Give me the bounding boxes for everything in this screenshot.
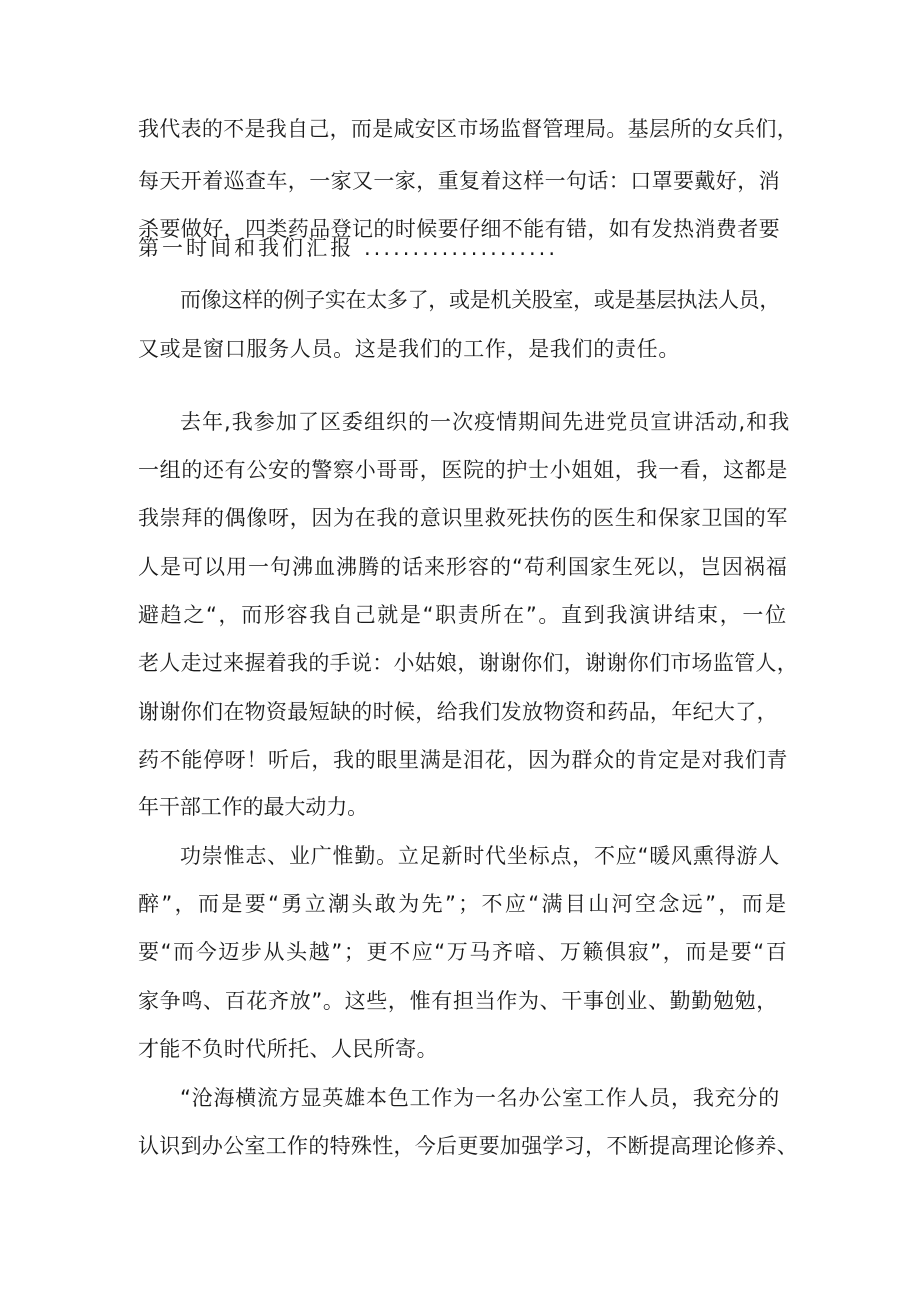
text-line: 我代表的不是我自己，而是咸安区市场监督管理局。基层所的女兵们，	[138, 117, 798, 141]
text-line: 醉”，而是要“勇立潮头敢为先”；不应“满目山河空念远”，而是	[138, 892, 789, 916]
text-line: 人是可以用一句沸血沸腾的话来形容的“苟利国家生死以，岂因祸福	[138, 555, 788, 579]
text-line: 避趋之“，而形容我自己就是“职责所在”。直到我演讲结束，一位	[138, 603, 788, 627]
text-line: 要“而今迈步从头越”；更不应“万马齐喑、万籁俱寂”，而是要“百	[138, 940, 789, 964]
text-line: 药不能停呀！听后，我的眼里满是泪花，因为群众的肯定是对我们青	[138, 748, 789, 772]
text-line: 家争鸣、百花齐放”。这些，惟有担当作为、干事创业、勤勤勉勉，	[138, 989, 778, 1013]
text-line: “沧海横流方显英雄本色工作为一名办公室工作人员，我充分的	[180, 1086, 780, 1110]
text-line: 又或是窗口服务人员。这是我们的工作，是我们的责任。	[138, 337, 680, 361]
text-line: 功崇惟志、业广惟勤。立足新时代坐标点，不应“暖风熏得游人	[180, 844, 780, 868]
text-line: 去年,我参加了区委组织的一次疫情期间先进党员宣讲活动,和我	[180, 410, 791, 434]
text-line: 每天开着巡查车，一家又一家，重复着这样一句话：口罩要戴好，消	[138, 169, 780, 193]
text-line: 一组的还有公安的警察小哥哥，医院的护士小姐姐，我一看，这都是	[138, 458, 789, 482]
text-line: 认识到办公室工作的特殊性，今后更要加强学习，不断提高理论修养、	[138, 1134, 798, 1158]
text-line: 才能不负时代所托、人民所寄。	[138, 1037, 439, 1061]
text-line: 杀要做好，四类药品登记的时候要仔细不能有错，如有发热消费者要	[138, 217, 780, 241]
text-line: 老人走过来握着我的手说：小姑娘，谢谢你们，谢谢你们市场监管人，	[138, 651, 798, 675]
text-line: 第一时间和我们汇报 ....................	[138, 236, 559, 260]
text-line: 年干部工作的最大动力。	[138, 795, 369, 819]
text-line: 谢谢你们在物资最短缺的时候，给我们发放物资和药品，年纪大了，	[138, 700, 778, 724]
text-line: 而像这样的例子实在太多了，或是机关股室，或是基层执法人员，	[180, 288, 781, 312]
text-line: 我崇拜的偶像呀，因为在我的意识里救死扶伤的医生和保家卫国的军	[138, 506, 789, 530]
